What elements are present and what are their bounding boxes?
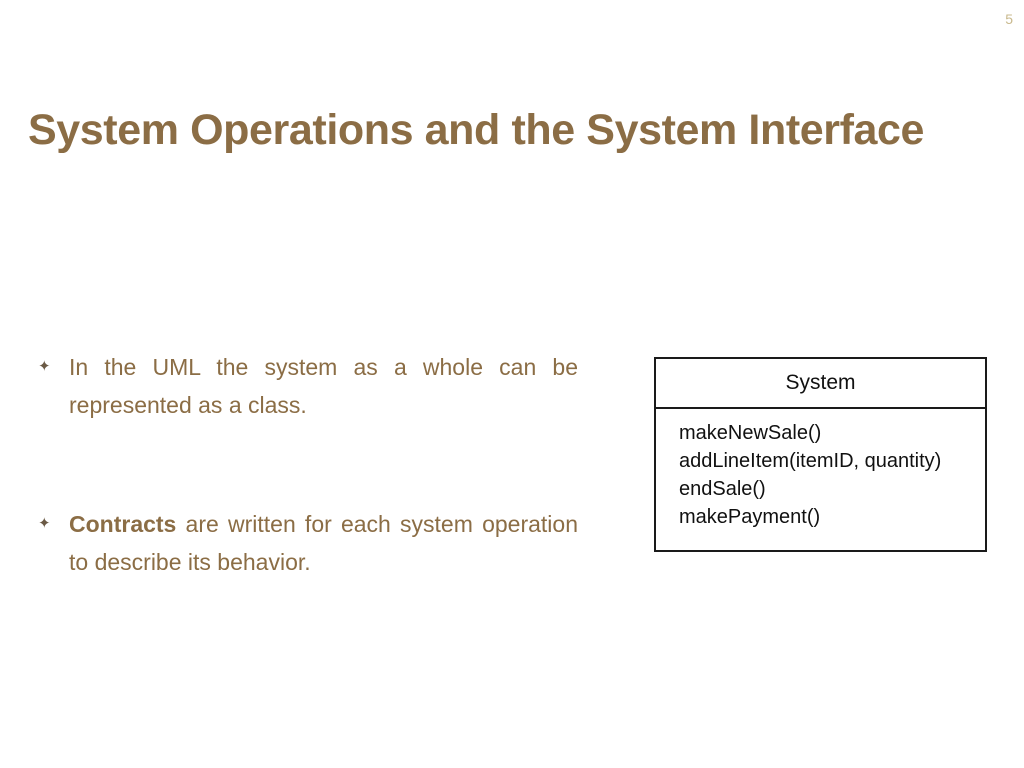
four-point-star-bullet-icon: ✦ [38,358,51,375]
four-point-star-bullet-icon: ✦ [38,515,51,532]
bullet-list-2 [38,505,578,581]
slide-title: System Operations and the System Interface [28,106,925,154]
uml-operation: addLineItem(itemID, quantity) [679,450,942,472]
uml-operation: makeNewSale() [679,422,822,444]
bullet-text: In the UML the system as a whole can be represented as a class. [69,354,578,418]
bullet-text: are written for each system operation to describe its behavior. [69,511,578,575]
uml-class-diagram [654,357,987,552]
bullet-bold-term: Contracts [69,511,177,537]
bullet-item-contracts [38,505,578,581]
page-number: 5 [1005,11,1013,27]
bullet-item-uml-class [38,348,578,424]
bullet-list-1 [38,348,578,424]
uml-class-name: System [656,359,985,409]
uml-operation: makePayment() [679,506,821,528]
uml-operations-list [656,409,985,531]
uml-operation: endSale() [679,478,766,500]
